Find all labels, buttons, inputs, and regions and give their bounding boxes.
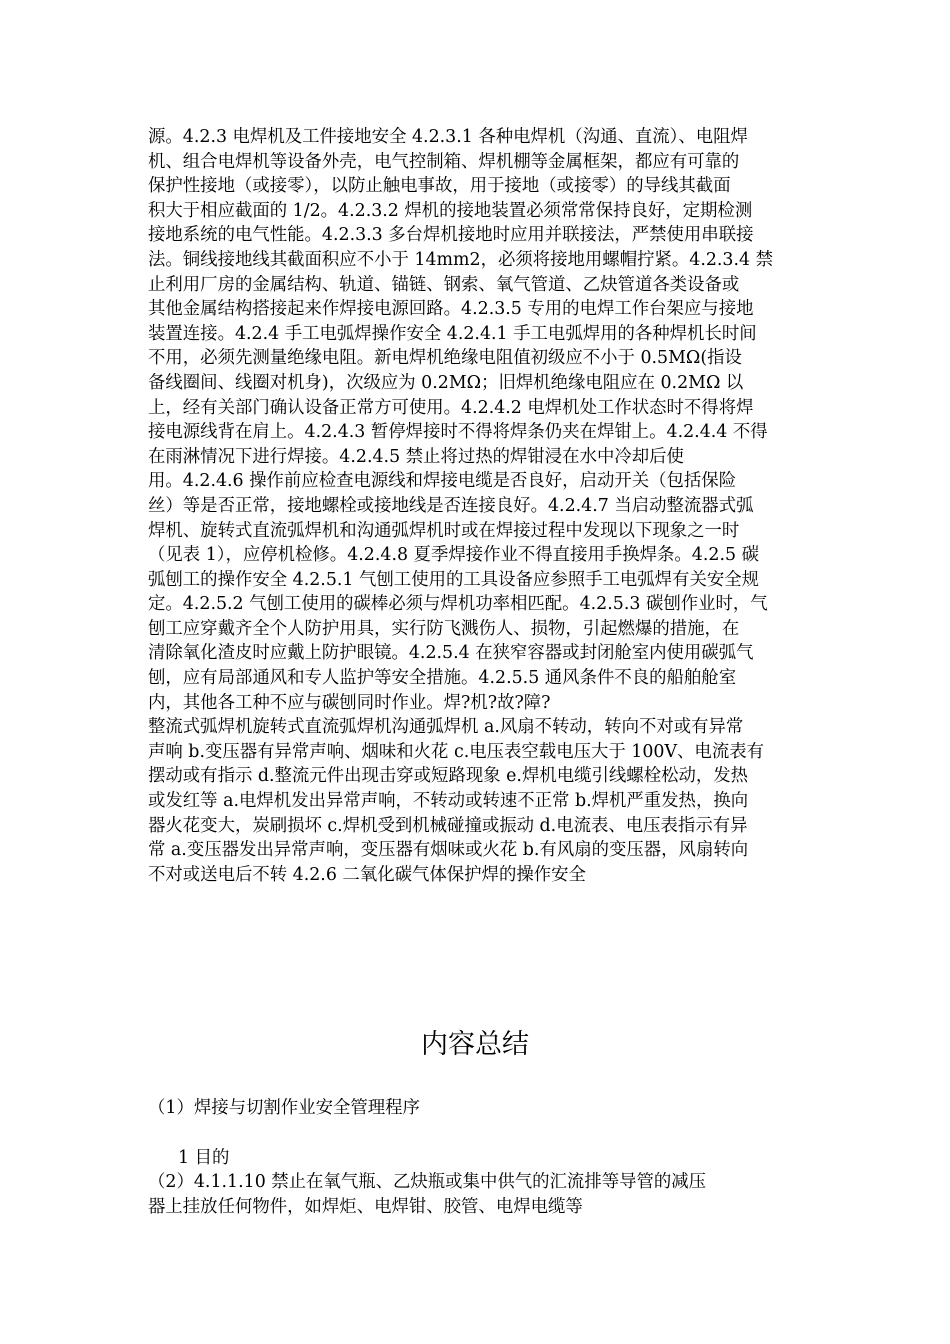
body-line: 上，经有关部门确认设备正常方可使用。4.2.4.2 电焊机处工作状态时不得将焊 <box>148 397 754 418</box>
body-line: 积大于相应截面的 1/2。4.2.3.2 焊机的接地装置必须常常保持良好，定期检测 <box>148 200 753 221</box>
summary-item-1: （1）焊接与切割作业安全管理程序 <box>148 1098 420 1118</box>
body-line: 或发红等 a.电焊机发出异常声响，不转动或转速不正常 b.焊机严重发热，换向 <box>148 791 749 812</box>
body-line: 丝）等是否正常，接地螺栓或接地线是否连接良好。4.2.4.7 当启动整流器式弧 <box>148 495 754 516</box>
body-line: 在雨淋情况下进行焊接。4.2.4.5 禁止将过热的焊钳浸在水中冷却后使 <box>148 446 684 467</box>
body-line: 常 a.变压器发出异常声响，变压器有烟味或火花 b.有风扇的变压器，风扇转向 <box>148 840 749 861</box>
body-line: 装置连接。4.2.4 手工电弧焊操作安全 4.2.4.1 手工电弧焊用的各种焊机长时间 <box>148 323 757 344</box>
body-line: 内，其他各工种不应与碳刨同时作业。焊?机?故?障? <box>148 692 551 713</box>
body-line: 清除氧化渣皮时应戴上防护眼镜。4.2.5.4 在狭窄容器或封闭舱室内使用碳弧气 <box>148 643 754 664</box>
body-line: 不用，必须先测量绝缘电阻。新电焊机绝缘电阻值初级应不小于 0.5MΩ(指设 <box>148 348 742 369</box>
body-line: 用。4.2.4.6 操作前应检查电源线和焊接电缆是否良好，启动开关（包括保险 <box>148 471 737 492</box>
body-line: 整流式弧焊机旋转式直流弧焊机沟通弧焊机 a.风扇不转动，转向不对或有异常 <box>148 717 744 738</box>
body-line: 声响 b.变压器有异常声响、烟味和火花 c.电压表空载电压大于 100V、电流表有 <box>148 741 764 762</box>
summary-item-3 <box>148 1170 818 1219</box>
body-line: 备线圈间、线圈对机身)，次级应为 0.2MΩ；旧焊机绝缘电阻应在 0.2MΩ 以 <box>148 372 744 393</box>
summary-title: 内容总结 <box>421 1029 529 1060</box>
body-line: 弧刨工的操作安全 4.2.5.1 气刨工使用的工具设备应参照手工电弧焊有关安全规 <box>148 569 760 590</box>
body-line: 刨工应穿戴齐全个人防护用具，实行防飞溅伤人、损物，引起燃爆的措施，在 <box>148 618 740 639</box>
summary-item-3-line-1: （2）4.1.1.10 禁止在氧气瓶、乙炔瓶或集中供气的汇流排等导管的减压 <box>148 1172 707 1192</box>
body-line: 器火花变大，炭刷损坏 c.焊机受到机械碰撞或振动 d.电流表、电压表指示有异 <box>148 815 748 836</box>
body-line: 接地系统的电气性能。4.2.3.3 多台焊机接地时应用并联接法，严禁使用串联接 <box>148 225 754 246</box>
body-line: （见表 1），应停机检修。4.2.4.8 夏季焊接作业不得直接用手换焊条。4.2.5 碳 <box>148 545 759 566</box>
body-line: 摆动或有指示 d.整流元件出现击穿或短路现象 e.焊机电缆引线螺栓松动，发热 <box>148 766 749 787</box>
body-line: 焊机、旋转式直流弧焊机和沟通弧焊机时或在焊接过程中发现以下现象之一时 <box>148 520 740 541</box>
body-text <box>148 125 818 887</box>
body-line: 法。铜线接地线其截面积应不小于 14mm2，必须将接地用螺帽拧紧。4.2.3.4 禁 <box>148 249 774 270</box>
body-line: 刨，应有局部通风和专人监护等安全措施。4.2.5.5 通风条件不良的船舶舱室 <box>148 668 737 689</box>
body-line: 接电源线背在肩上。4.2.4.3 暂停焊接时不得将焊条仍夹在焊钳上。4.2.4.4 不得 <box>148 422 768 443</box>
body-line: 机、组合电焊机等设备外壳，电气控制箱、焊机棚等金属框架，都应有可靠的 <box>148 151 740 172</box>
body-line: 保护性接地（或接零），以防止触电事故，用于接地（或接零）的导线其截面 <box>148 176 731 197</box>
body-line: 其他金属结构搭接起来作焊接电源回路。4.2.3.5 专用的电焊工作台架应与接地 <box>148 299 754 320</box>
summary-item-3-line-2: 器上挂放任何物件，如焊炬、电焊钳、胶管、电焊电缆等 <box>148 1196 583 1217</box>
body-line: 定。4.2.5.2 气刨工使用的碳棒必须与焊机功率相匹配。4.2.5.3 碳刨作业时，气 <box>148 594 768 615</box>
body-line: 止利用厂房的金属结构、轨道、锚链、钢索、氧气管道、乙炔管道各类设备或 <box>148 274 740 295</box>
summary-item-2: 1 目的 <box>178 1148 230 1168</box>
body-line: 源。4.2.3 电焊机及工件接地安全 4.2.3.1 各种电焊机（沟通、直流）、电阻焊 <box>148 127 748 147</box>
body-line: 不对或送电后不转 4.2.6 二氧化碳气体保护焊的操作安全 <box>148 864 586 885</box>
